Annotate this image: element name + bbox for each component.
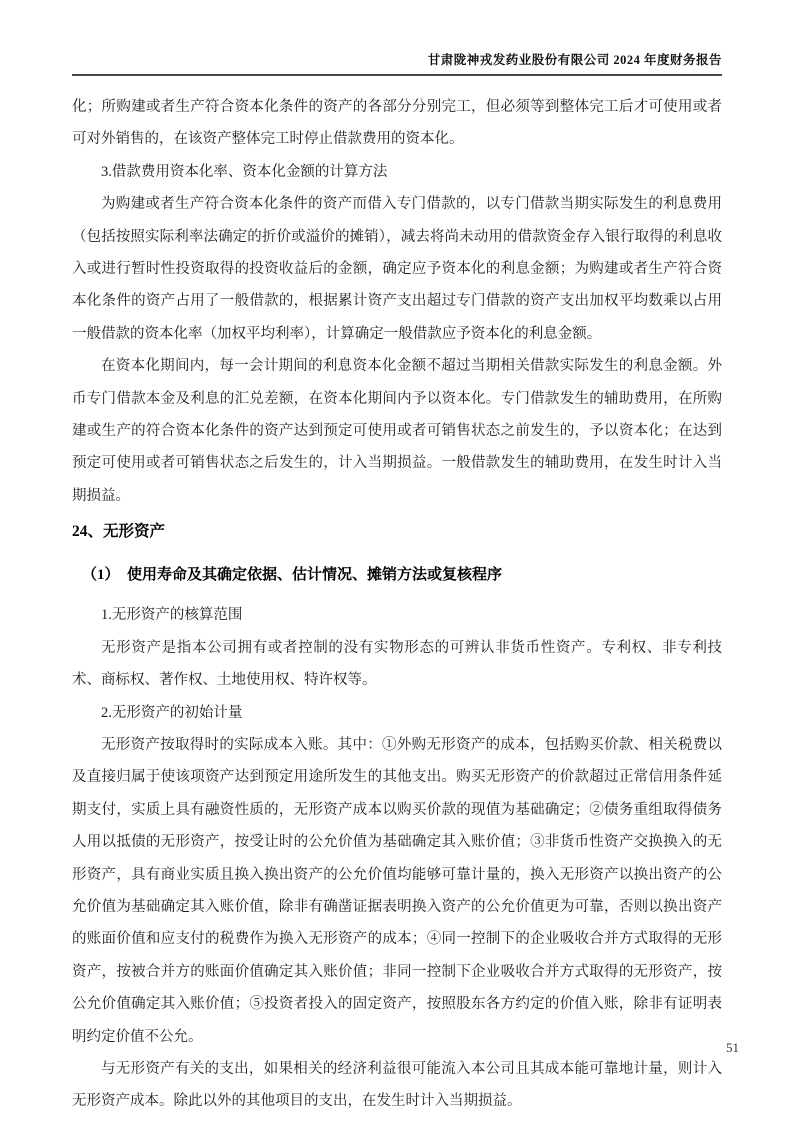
paragraph-specific-borrowing: 为购建或者生产符合资本化条件的资产而借入专门借款的，以专门借款当期实际发生的利息费用（包括按照实际利率法确定的折价或溢价的摊销），减去将尚未动用的借款资金存入银行取得的利息收入或进行暂时性投资取得的投资收益后的金额，确定应予资本化的利息金额；为购建或者生产符合资本化条件的资产占用了一般借款的，根据累计资产支出超过专门借款的资产支出加权平均数乘以占用一般借款的资本化率（加权平均利率），计算确定一般借款应予资本化的利息金额。: [72, 196, 722, 342]
paragraph-capitalization-period: 在资本化期间内，每一会计期间的利息资本化金额不超过当期相关借款实际发生的利息金额。外币专门借款本金及利息的汇兑差额，在资本化期间内予以资本化。专门借款发生的辅助费用，在所购建或生产的符合资本化条件的资产达到预定可使用或者可销售状态之前发生的，予以资本化；在达到预定可使用或者可销售状态之后发生的，计入当期损益。一般借款发生的辅助费用，在发生时计入当期损益。: [72, 358, 722, 504]
page-number: 51: [726, 1040, 739, 1055]
document-body: [72, 91, 722, 1118]
page-header-title: 甘肃陇神戎发药业股份有限公司 2024 年度财务报告: [72, 50, 722, 76]
paragraph-capitalization-continued: 化；所购建或者生产符合资本化条件的资产的各部分分别完工，但必须等到整体完工后才可使用或者可对外销售的，在该资产整体完工时停止借款费用的资本化。: [72, 99, 722, 148]
paragraph-initial-measurement: 无形资产按取得时的实际成本入账。其中：①外购无形资产的成本，包括购买价款、相关税费以及直接归属于使该项资产达到预定用途所发生的其他支出。购买无形资产的价款超过正常信用条件延期支付，实质上具有融资性质的，无形资产成本以购买价款的现值为基础确定；②债务重组取得债务人用以抵债的无形资产，按受让时的公允价值为基础确定其入账价值；③非货币性资产交换换入的无形资产，具有商业实质且换入换出资产的公允价值均能够可靠计量的，换入无形资产以换出资产的公允价值为基础确定其入账价值，除非有确凿证据表明换入资产的公允价值更为可靠，否则以换出资产的账面价值和应支付的税费作为换入无形资产的成本；④同一控制下的企业吸收合并方式取得的无形资产，按被合并方的账面价值确定其入账价值；非同一控制下企业吸收合并方式取得的无形资产，按公允价值确定其入账价值；⑤投资者投入的固定资产，按照股东各方约定的价值入账，除非有证明表明约定价值不公允。: [72, 736, 722, 1045]
item-heading-accounting-scope: 1.无形资产的核算范围: [101, 607, 243, 624]
item-heading-borrowing-cost-method: 3.借款费用资本化率、资本化金额的计算方法: [101, 163, 388, 180]
paragraph-related-expenditure: 与无形资产有关的支出，如果相关的经济利益很可能流入本公司且其成本能可靠地计量，则计入无形资产成本。除此以外的其他项目的支出，在发生时计入当期损益。: [72, 1060, 722, 1110]
paragraph-intangible-scope: 无形资产是指本公司拥有或者控制的没有实物形态的可辨认非货币性资产。专利权、非专利技术、商标权、著作权、土地使用权、特许权等。: [72, 639, 722, 689]
section-heading-intangible-assets: 24、无形资产: [72, 523, 166, 541]
item-heading-initial-measurement: 2.无形资产的初始计量: [101, 704, 243, 721]
subsection-heading-useful-life: （1） 使用寿命及其确定依据、估计情况、摊销方法或复核程序: [82, 567, 503, 584]
